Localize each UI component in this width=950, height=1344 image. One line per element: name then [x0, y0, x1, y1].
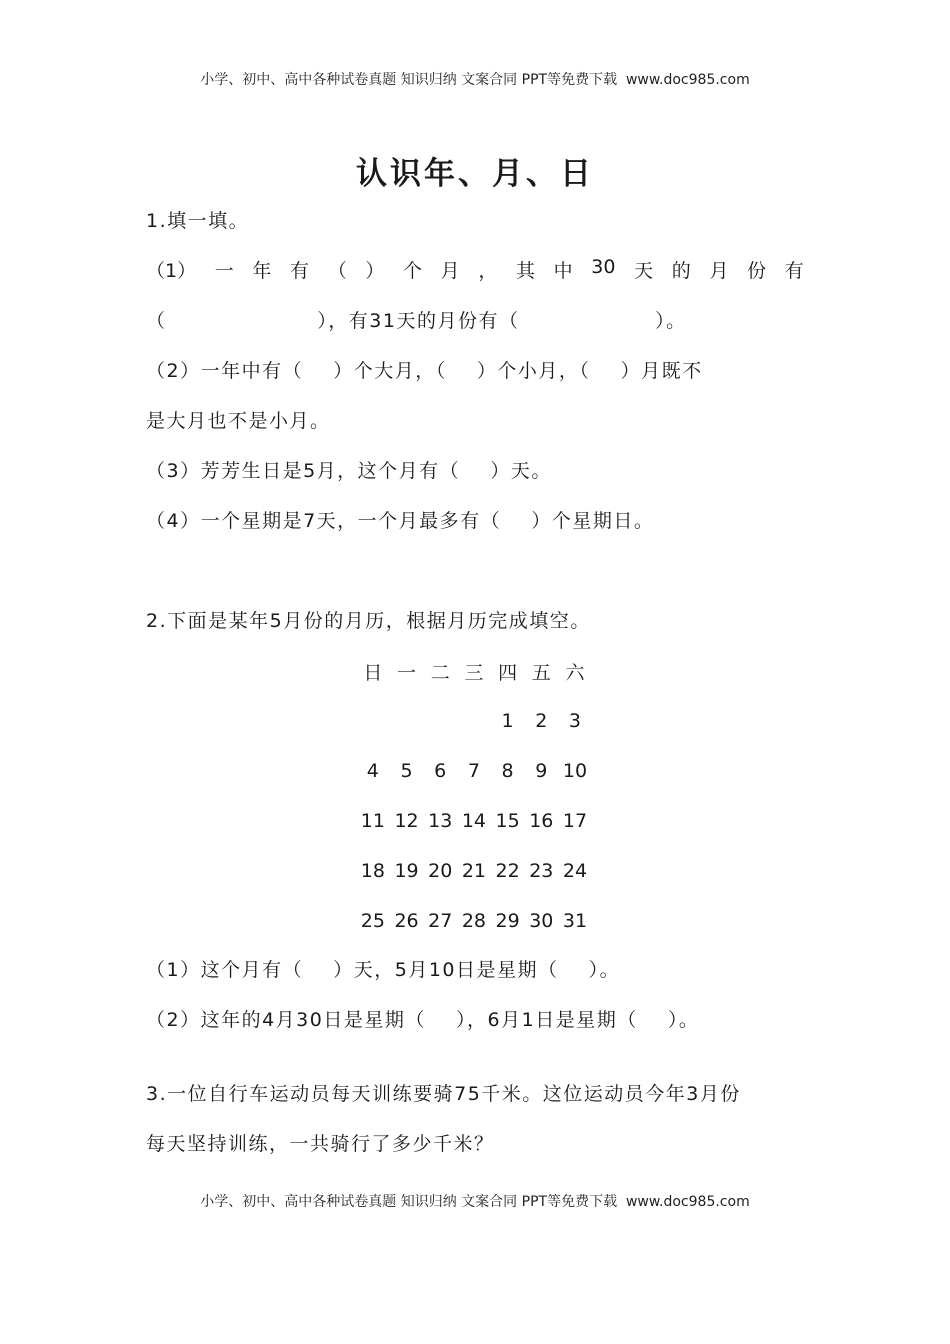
q2-item1: （1）这个月有（ ）天，5月10日是星期（ ）。 — [146, 959, 621, 981]
calendar-day: 8 — [501, 760, 514, 782]
q1-item1-token: 月 — [440, 260, 460, 282]
q1-item2-line2: 是大月也不是小月。 — [146, 410, 331, 432]
calendar-week-row — [356, 846, 592, 896]
calendar-day: 1 — [501, 710, 514, 732]
q1-item2-line1: （2）一年中有（ ）个大月，（ ）个小月，（ ）月既不 — [146, 360, 703, 382]
q1-item1-token: 其 — [515, 260, 535, 282]
calendar-week-row — [356, 696, 592, 746]
calendar-day: 16 — [529, 810, 554, 832]
calendar-day: 26 — [394, 910, 419, 932]
q1-item1-token: 30 — [591, 256, 616, 278]
calendar-day: 30 — [529, 910, 554, 932]
calendar-day: 14 — [461, 810, 486, 832]
calendar-weekday: 三 — [464, 661, 484, 684]
page-header: 小学、初中、高中各种试卷真题 知识归纳 文案合同 PPT等免费下载 www.doc985.com — [200, 72, 750, 88]
q1-item1-token: ， — [478, 260, 498, 282]
calendar-day: 4 — [366, 760, 379, 782]
q3-line1: 3.一位自行车运动员每天训练要骑75千米。这位运动员今年3月份 — [146, 1083, 741, 1105]
q1-item1-token: 个 — [403, 260, 423, 282]
calendar-weekday: 四 — [498, 661, 518, 684]
calendar-day: 12 — [394, 810, 419, 832]
q1-item1-token: 年 — [252, 260, 272, 282]
calendar-weekday: 六 — [565, 661, 585, 684]
calendar-day: 7 — [467, 760, 480, 782]
calendar-week-row — [356, 896, 592, 946]
q1-item1-token: 月 — [709, 260, 729, 282]
calendar-day: 23 — [529, 860, 554, 882]
q1-item1-token: 有 — [784, 260, 804, 282]
calendar-day: 28 — [461, 910, 486, 932]
calendar-day: 24 — [562, 860, 588, 882]
q1-item1-token: （1） — [146, 260, 197, 282]
calendar-day: 2 — [535, 710, 548, 732]
calendar-day: 11 — [360, 810, 385, 832]
calendar-day: 5 — [400, 760, 413, 782]
q1-item1-token: 的 — [671, 260, 691, 282]
q1-item1-token: （ — [327, 260, 347, 282]
calendar-day: 15 — [495, 810, 520, 832]
q1-item1-line1 — [146, 256, 804, 283]
calendar-day: 10 — [562, 760, 588, 782]
calendar-day: 9 — [535, 760, 548, 782]
page-title: 认识年、月、日 — [356, 156, 594, 192]
page-footer: 小学、初中、高中各种试卷真题 知识归纳 文案合同 PPT等免费下载 www.doc985.com — [200, 1194, 750, 1210]
calendar-weekday: 五 — [531, 661, 551, 684]
q2-item2: （2）这年的4月30日是星期（ ），6月1日是星期（ ）。 — [146, 1009, 700, 1031]
q1-item1-token: 中 — [553, 260, 573, 282]
q2-heading: 2.下面是某年5月份的月历，根据月历完成填空。 — [146, 610, 591, 632]
calendar-day: 25 — [360, 910, 385, 932]
calendar-day: 21 — [461, 860, 486, 882]
q1-item1-token: 份 — [747, 260, 767, 282]
calendar-day: 13 — [428, 810, 453, 832]
calendar-week-row — [356, 796, 592, 846]
q1-heading: 1.填一填。 — [146, 210, 250, 232]
q1-item1-token: ） — [365, 260, 385, 282]
q1-item1-token: 一 — [214, 260, 234, 282]
q3-line2: 每天坚持训练，一共骑行了多少千米？ — [146, 1133, 495, 1155]
q1-item4: （4）一个星期是7天，一个月最多有（ ）个星期日。 — [146, 510, 655, 532]
calendar-day: 6 — [434, 760, 447, 782]
calendar-weekday: 日 — [363, 661, 383, 684]
calendar-week-row — [356, 746, 592, 796]
q1-item1-token: 有 — [290, 260, 310, 282]
calendar-day: 31 — [562, 910, 588, 932]
calendar-day: 17 — [562, 810, 588, 832]
calendar-day: 27 — [428, 910, 453, 932]
calendar-day: 3 — [568, 710, 582, 732]
q1-item1-line2: （ ），有31天的月份有（ ）。 — [146, 310, 687, 332]
calendar-day: 29 — [495, 910, 520, 932]
calendar-weekday: 一 — [397, 661, 417, 684]
calendar-day: 18 — [360, 860, 385, 882]
q1-item3: （3）芳芳生日是5月，这个月有（ ）天。 — [146, 460, 552, 482]
calendar-weekday: 二 — [430, 661, 450, 684]
calendar-weekday-row — [356, 646, 592, 696]
calendar-day: 22 — [495, 860, 520, 882]
calendar-day: 19 — [394, 860, 419, 882]
q1-item1-token: 天 — [634, 260, 654, 282]
calendar-day: 20 — [428, 860, 453, 882]
calendar-may — [356, 646, 592, 946]
